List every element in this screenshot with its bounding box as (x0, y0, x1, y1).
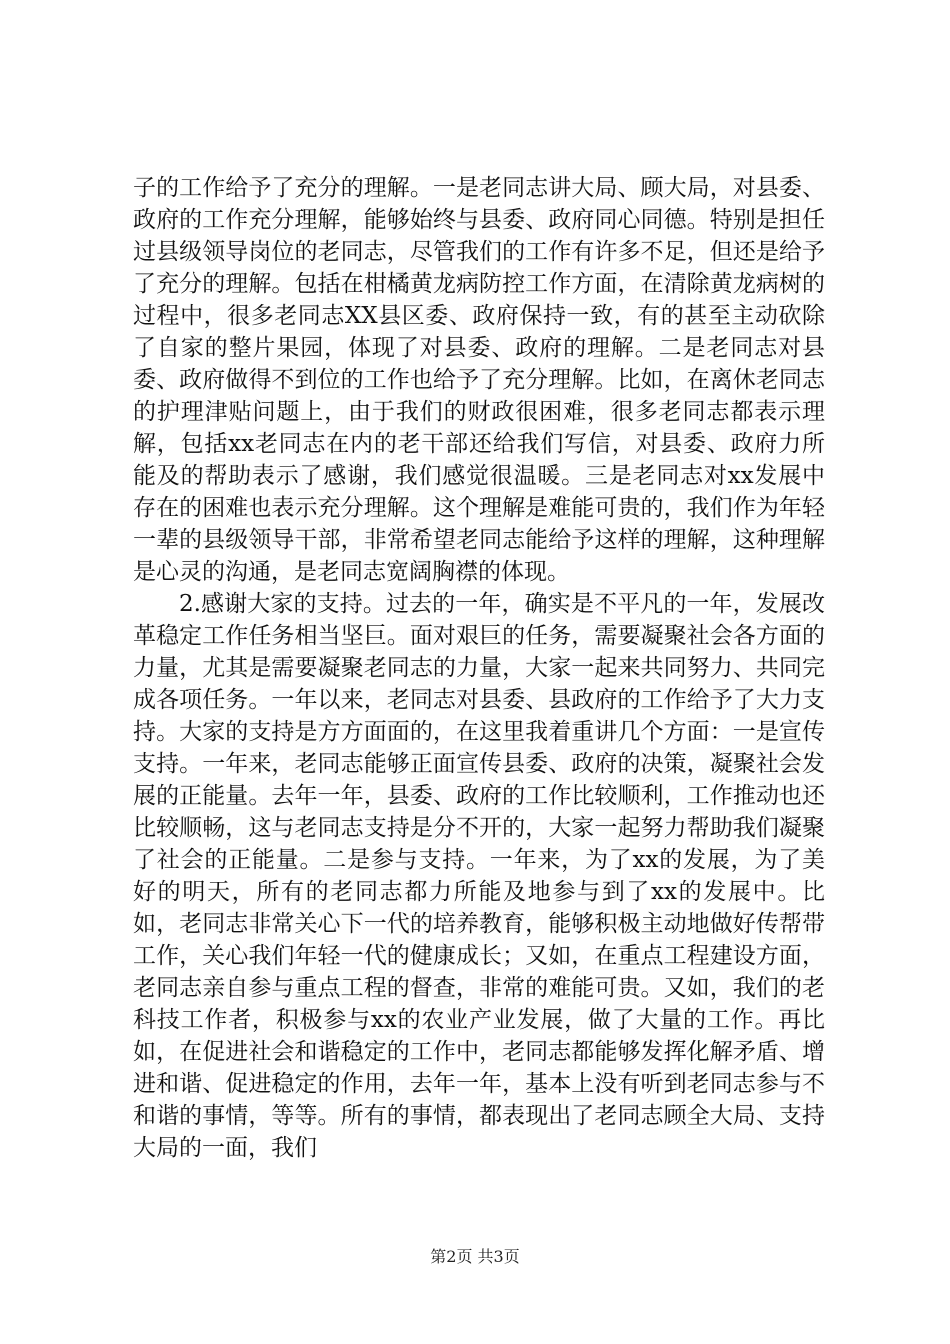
paragraph-understanding: 子的工作给予了充分的理解。一是老同志讲大局、顾大局，对县委、政府的工作充分理解，能够始终与县委、政府同心同德。特别是担任过县级领导岗位的老同志，尽管我们的工作有许多不足，但还是给予了充分的理解。包括在柑橘黄龙病防控工作方面，在清除黄龙病树的过程中，很多老同志XX县区委、政府保持一致，有的甚至主动砍除了自家的整片果园，体现了对县委、政府的理解。二是老同志对县委、政府做得不到位的工作也给予了充分理解。比如，在离休老同志的护理津贴问题上，由于我们的财政很困难，很多老同志都表示理解，包括xx老同志在内的老干部还给我们写信，对县委、政府力所能及的帮助表示了感谢，我们感觉很温暖。三是老同志对xx发展中存在的困难也表示充分理解。这个理解是难能可贵的，我们作为年轻一辈的县级领导干部，非常希望老同志能给予这样的理解，这种理解是心灵的沟通，是老同志宽阔胸襟的体现。 (133, 175, 825, 585)
paragraph-support: 2.感谢大家的支持。过去的一年，确实是不平凡的一年，发展改革稳定工作任务相当坚巨。面对艰巨的任务，需要凝聚社会各方面的力量，尤其是需要凝聚老同志的力量，大家一起来共同努力、共同完成各项任务。一年以来，老同志对县委、县政府的工作给予了大力支持。大家的支持是方方面面的，在这里我着重讲几个方面：一是宣传支持。一年来，老同志能够正面宣传县委、政府的决策，凝聚社会发展的正能量。去年一年，县委、政府的工作比较顺利，工作推动也还比较顺畅，这与老同志支持是分不开的，大家一起努力帮助我们凝聚了社会的正能量。二是参与支持。一年来，为了xx的发展，为了美好的明天，所有的老同志都力所能及地参与到了xx的发展中。比如，老同志非常关心下一代的培养教育，能够积极主动地做好传帮带工作，关心我们年轻一代的健康成长；又如，在重点工程建设方面，老同志亲自参与重点工程的督查，非常的难能可贵。又如，我们的老科技工作者，积极参与xx的农业产业发展，做了大量的工作。再比如，在促进社会和谐稳定的工作中，老同志都能够发挥化解矛盾、增进和谐、促进稳定的作用，去年一年，基本上没有听到老同志参与不和谐的事情，等等。所有的事情，都表现出了老同志顾全大局、支持大局的一面，我们 (133, 591, 825, 1161)
page-number-footer: 第2页 共3页 (430, 1247, 520, 1266)
document-body (133, 172, 825, 1164)
